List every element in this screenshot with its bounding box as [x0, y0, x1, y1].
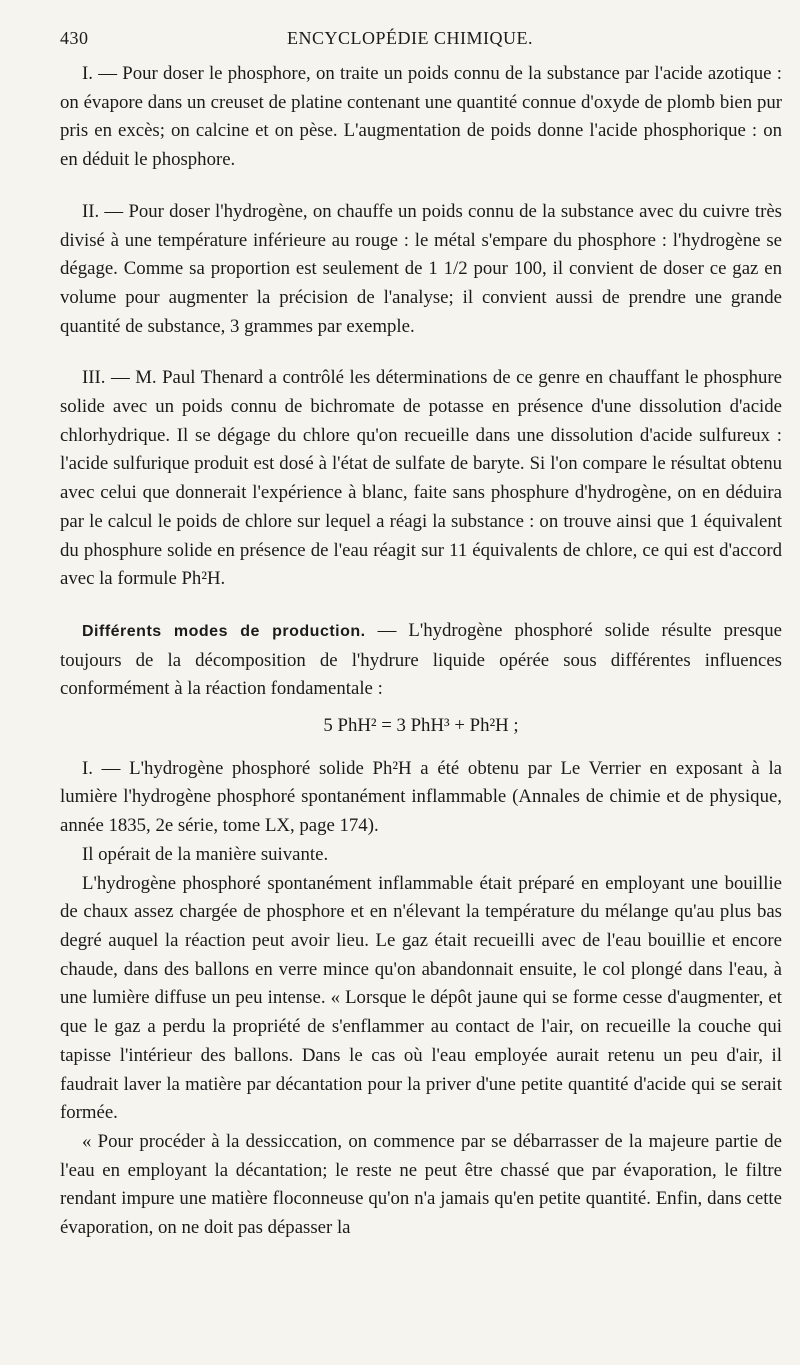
reaction-formula: 5 PhH² = 3 PhH³ + Ph²H ;: [323, 715, 519, 737]
section-title: Différents modes de production.: [82, 622, 366, 640]
paragraph-hydrogen-dosing: II. — Pour doser l'hydrogène, on chauffe un poids connu de la substance avec du cuivre très divisé à une température inférieure au rouge : le métal s'empare du phosphore : l'hydrogène se dégage. Comme sa proportion est seulement de 1 1/2 pour 100, il convient de doser ce gaz en volume pour augmenter la précision de l'analyse; il convient aussi de prendre une grande quantité de substance, 3 grammes par exemple.: [60, 200, 782, 337]
page-header: [60, 20, 760, 50]
paragraph-phosphorus-dosing: I. — Pour doser le phosphore, on traite un poids connu de la substance par l'acide azotique : on évapore dans un creuset de platine contenant une quantité connue d'oxyde de plomb bien pur pris en excès; on calcine et on pèse. L'augmentation de poids donne l'acide phosphorique : on en déduit le phosphore.: [60, 63, 782, 171]
paragraph-thenard-control: III. — M. Paul Thenard a contrôlé les déterminations de ce genre en chauffant le phosphure solide avec un poids connu de bichromate de potasse en présence d'une dissolution d'acide chlorhydrique. Il se dégage du chlore qu'on recueille dans une dissolution d'acide sulfureux : l'acide sulfurique produit est dosé à l'état de sulfate de baryte. Si l'on compare le résultat obtenu avec celui que donnerait l'expérience à blanc, faite sans phosphure d'hydrogène, on en déduira par le calcul le poids de chlore sur lequel a réagi la substance : on trouve ainsi que 1 équivalent du phosphure solide en présence de l'eau réagit sur 11 équivalents de chlore, ce qui est d'accord avec la formule Ph²H.: [60, 367, 782, 590]
running-title: ENCYCLOPÉDIE CHIMIQUE.: [287, 28, 533, 48]
paragraph-desiccation: « Pour procéder à la dessiccation, on commence par se débarrasser de la majeure partie de l'eau en employant la décantation; le reste ne peut être chassé que par évaporation, le filtre rendant impure une matière floconneuse qu'on n'a jamais qu'en petite quantité. Enfin, dans cette évaporation, on ne doit pas dépasser la: [60, 1130, 782, 1239]
section-intro-text: — L'hydrogène phosphoré solide résulte presque toujours de la décomposition de l'hydrure liquide opérée sous différentes influences conformément à la réaction fondamentale :: [60, 619, 782, 700]
paragraph-preparation: L'hydrogène phosphoré spontanément inflammable était préparé en employant une bouillie de chaux assez chargée de phosphore et en n'élevant la température du mélange qu'au plus bas degré auquel la réaction peut avoir lieu. Le gaz était recueilli avec de l'eau bouillie et encore chaude, dans des ballons en verre mince qu'on abandonnait ensuite, le col plongé dans l'eau, à une lumière diffuse un peu intense. « Lorsque le dépôt jaune qui se forme cesse d'augmenter, et que le gaz a perdu la propriété de s'enflammer au contact de l'air, on recueille la couche qui tapisse l'intérieur des ballons. Dans le cas où l'eau employée aurait retenu un peu d'air, il faudrait laver la matière par décantation pour la priver d'une petite quantité d'acide qui se serait formée.: [60, 872, 782, 1124]
paragraph-method-intro: Il opérait de la manière suivante.: [82, 843, 329, 865]
page-body: [60, 60, 782, 1243]
paragraph-le-verrier: I. — L'hydrogène phosphoré solide Ph²H a été obtenu par Le Verrier en exposant à la lumière l'hydrogène phosphoré spontanément inflammable (Annales de chimie et de physique, année 1835, 2e série, tome LX, page 174).: [60, 757, 782, 837]
paragraph-production-modes: [60, 617, 782, 704]
page-number: 430: [60, 28, 89, 48]
